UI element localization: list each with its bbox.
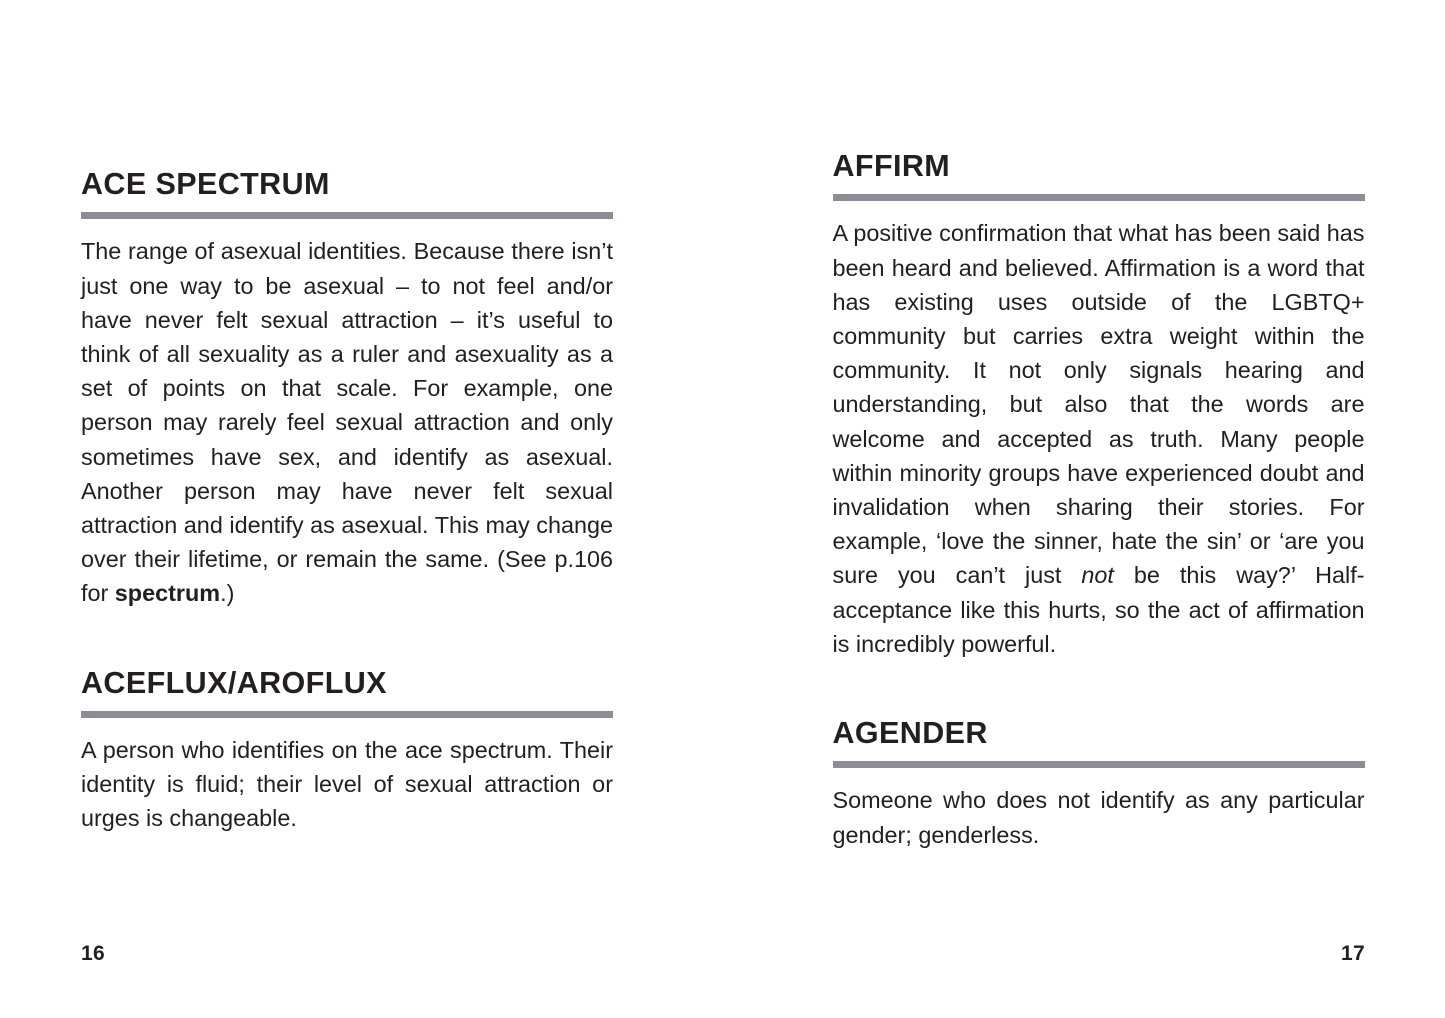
entry-title-agender: AGENDER [832,715,988,750]
body-text-run: The range of asexual identities. Because there isn’t just one way to be asexual – to not feel and/or have never felt sexual attraction – it’s useful to think of all sexuality as a ruler and asexuality as a set of points on that scale. For example, one person may rarely feel sexual attraction and only sometimes have sex, and identify as asexual. Another person may have never felt sexual attraction and identify as asexual. This may change over their lifetime, or remain the same. (See p.106 for [81,238,613,607]
page-number-left: 16 [81,942,105,965]
body-text-run: be this way?’ Half-acceptance like this hurts, so the act of affirmation is incredibly powerful. [832,562,1365,657]
entry-title-ace-spectrum: ACE SPECTRUM [81,167,330,201]
entry-body-affirm [833,216,1365,661]
glossary-entry-agender [833,717,1365,852]
entry-body-ace-spectrum [81,234,613,610]
entry-rule [81,711,613,718]
entry-rule [81,212,613,219]
page-right-content [833,150,1365,852]
body-text-run: A person who identifies on the ace spectrum. Their identity is fluid; their level of sexual attraction or urges is changeable. [81,736,613,832]
entry-title-aceflux-aroflux: ACEFLUX/AROFLUX [81,665,387,700]
emphasised-word: not [1081,562,1114,589]
glossary-entry-affirm [833,150,1365,661]
entry-body-agender [833,783,1365,851]
page-left-content [81,168,613,836]
body-text-run: Someone who does not identify as any particular gender; genderless. [832,787,1365,848]
glossary-entry-aceflux-aroflux [81,667,613,836]
body-text-run: .) [220,580,235,607]
body-text-run: A positive confirmation that what has been said has been heard and believed. Affirmation is a word that has existing uses outside of the LGBTQ+ community but carries extra weight within the community. It not only signals hearing and understanding, but also that the words are welcome and accepted as truth. Many people within minority groups have experienced doubt and invalidation when sharing their stories. For example, ‘love the sinner, hate the sin’ or ‘are you sure you can’t just [832,220,1365,589]
page-number-right: 17 [1341,942,1365,965]
cross-reference-term: spectrum [114,580,221,607]
entry-body-aceflux-aroflux [81,733,613,836]
page-right [723,0,1445,1018]
entry-title-affirm: AFFIRM [832,149,951,183]
entry-rule [833,194,1365,201]
entry-rule [833,761,1365,768]
glossary-entry-ace-spectrum [81,168,613,611]
